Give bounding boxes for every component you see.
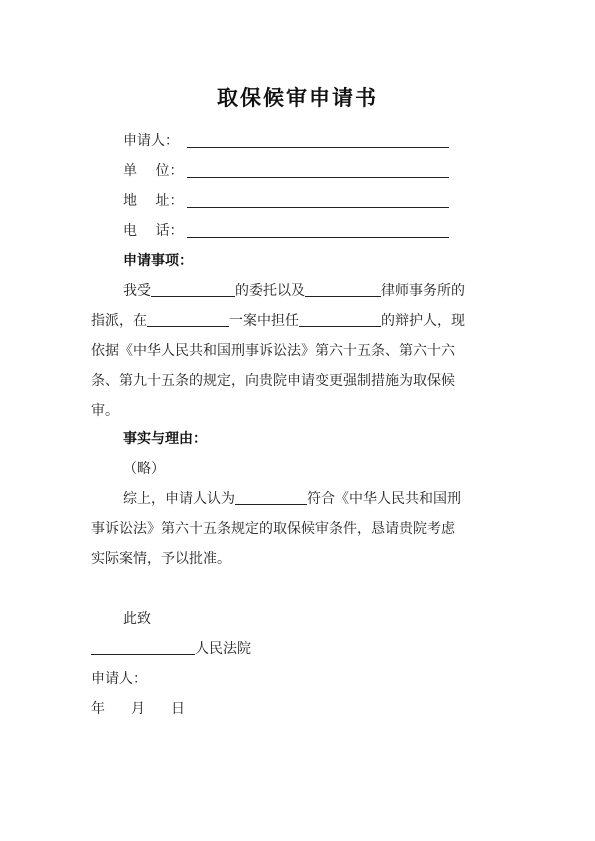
- matters-line-4: 条、第九十五条的规定，向贵院申请变更强制措施为取保候: [91, 373, 455, 389]
- salutation: 此致: [123, 611, 151, 627]
- address-blank[interactable]: [187, 193, 449, 208]
- phone-blank[interactable]: [187, 223, 449, 238]
- applicant-blank[interactable]: [187, 133, 449, 148]
- matters-line-3: 依据《中华人民共和国刑事诉讼法》第六十五条、第六十六: [91, 343, 455, 359]
- unit-field: [123, 160, 449, 182]
- text-segment: 的辩护人，现: [381, 313, 465, 329]
- text-segment: 我受: [123, 283, 151, 299]
- facts-line-3: 实际案情，予以批准。: [91, 551, 231, 567]
- law-firm-blank[interactable]: [305, 282, 381, 297]
- address-label: 地 址：: [123, 193, 184, 209]
- text-segment: 指派，在: [91, 313, 147, 329]
- unit-label: 单 位：: [123, 163, 184, 179]
- applicant-name-blank[interactable]: [235, 490, 307, 505]
- applicant-field: [123, 130, 449, 152]
- matters-paragraph: [91, 276, 505, 426]
- text-segment: 律师事务所的: [381, 283, 465, 299]
- court-line: [91, 638, 251, 660]
- facts-omitted: （略）: [123, 461, 165, 477]
- date-line: [91, 698, 185, 720]
- date-day: 日: [171, 701, 185, 717]
- matters-line-1: [91, 276, 505, 306]
- case-blank[interactable]: [147, 312, 229, 327]
- client-blank[interactable]: [151, 282, 235, 297]
- phone-field: [123, 220, 449, 242]
- facts-heading: 事实与理由：: [123, 431, 207, 447]
- court-suffix: 人民法院: [195, 641, 251, 657]
- address-field: [123, 190, 449, 212]
- facts-paragraph: [91, 484, 505, 574]
- matters-line-2: [91, 306, 505, 336]
- facts-line-2: 事诉讼法》第六十五条规定的取保候审条件，恳请贵院考虑: [91, 521, 455, 537]
- text-segment: 符合《中华人民共和国刑: [307, 491, 461, 507]
- matters-heading: 申请事项：: [123, 253, 193, 269]
- date-year: 年: [91, 701, 105, 717]
- text-segment: 的委托以及: [235, 283, 305, 299]
- date-month: 月: [131, 701, 145, 717]
- text-segment: 综上，申请人认为: [123, 491, 235, 507]
- matters-line-5: 审。: [91, 403, 119, 419]
- applicant-label: 申请人：: [123, 133, 179, 149]
- document-title: 取保候审申请书: [217, 86, 378, 110]
- applicant-signature: 申请人：: [91, 671, 147, 687]
- phone-label: 电 话：: [123, 223, 184, 239]
- defendant-blank[interactable]: [299, 312, 381, 327]
- facts-line-1: [91, 484, 505, 514]
- text-segment: 一案中担任: [229, 313, 299, 329]
- unit-blank[interactable]: [187, 163, 449, 178]
- court-name-blank[interactable]: [91, 640, 195, 655]
